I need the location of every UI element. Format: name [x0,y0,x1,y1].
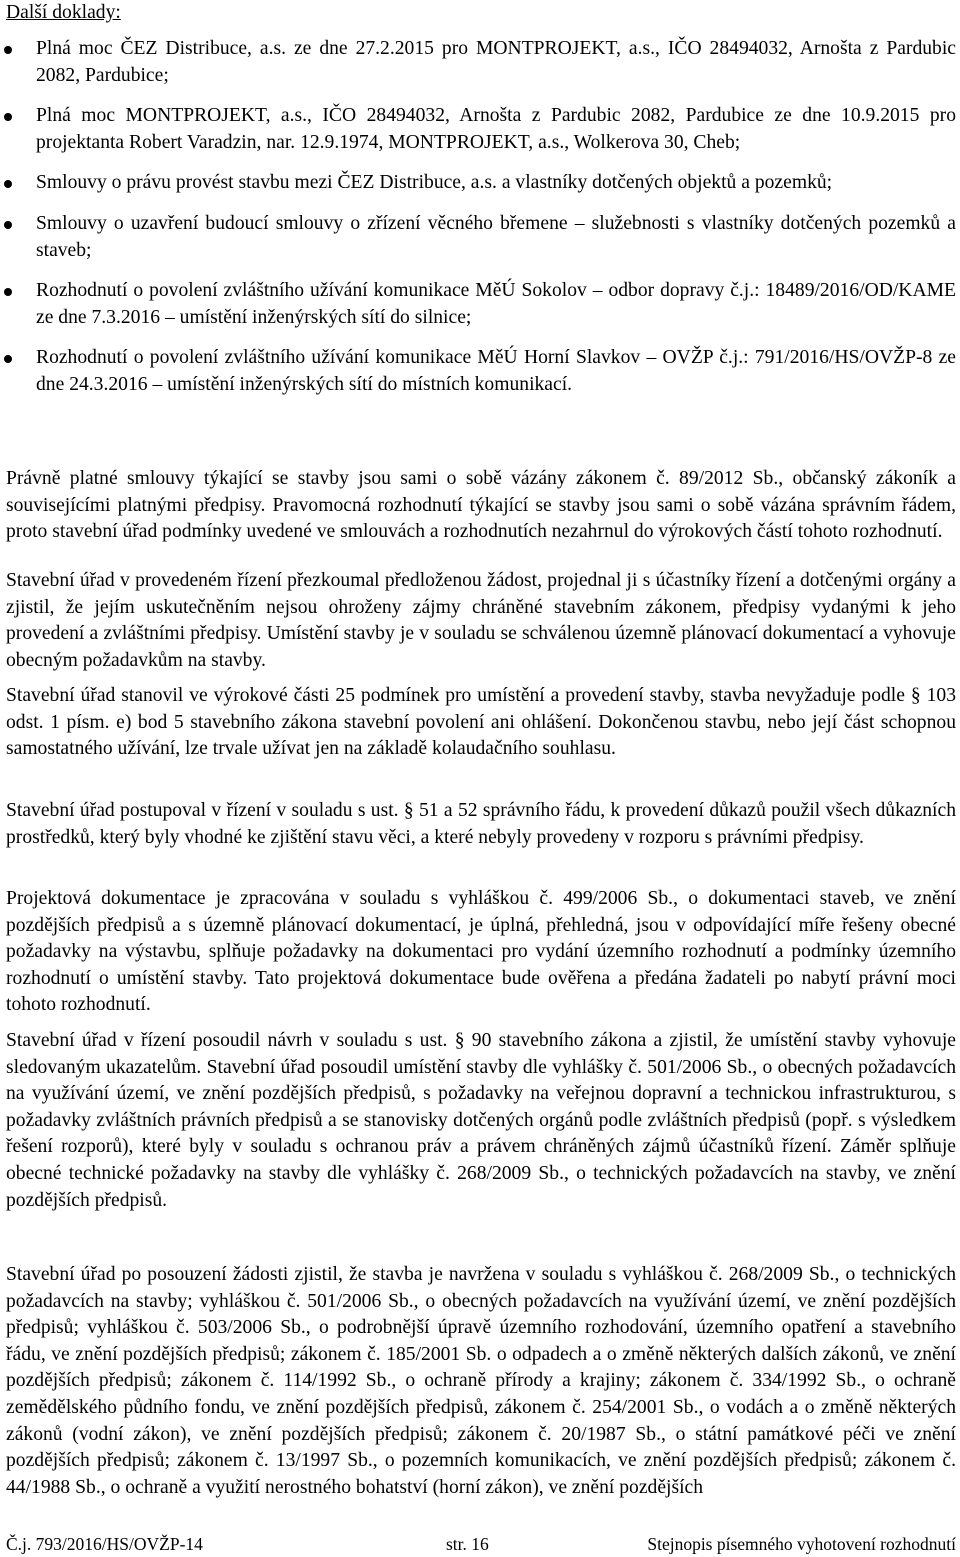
list-item [6,36,956,89]
paragraph-contracts: Právně platné smlouvy týkající se stavby jsou sami o sobě vázány zákonem č. 89/2012 Sb., občanský zákoník a souvisejícími platnými předpisy. Pravomocná rozhodnutí týkající se stavby jsou sami o sobě vázána správním řádem, proto stavební úřad podmínky uvedené ve smlouvách a rozhodnutích nezahrnul do výrokových částí tohoto rozhodnutí. [6,468,956,543]
list-item [6,170,956,197]
paragraph-assessment: Stavební úřad v řízení posoudil návrh v souladu s ust. § 90 stavebního zákona a zjistil, že umístění stavby vyhovuje sledovaným ukazatelům. Stavební úřad posoudil umístění stavby dle vyhlášky č. 501/2006 Sb., o obecných požadavcích na využívání území, ve znění pozdějších předpisů, s požadavky na veřejnou dopravní a technickou infrastrukturou, s požadavky zvláštních právních předpisů a se stanovisky dotčených orgánů podle zvláštních předpisů (popř. s výsledkem řešení rozporů), které byly v souladu s ochranou práv a právem chráněných zájmů účastníků řízení. Záměr splňuje obecné technické požadavky na stavby dle vyhlášky č. 268/2009 Sb., o technických požadavcích na stavby, ve znění pozdějších předpisů. [6,1030,956,1211]
documents-list [6,36,956,413]
bullet-icon [4,180,12,188]
bullet-icon [4,221,12,229]
list-item [6,211,956,264]
paragraph-procedure: Stavební úřad postupoval v řízení v souladu s ust. § 51 a 52 správního řádu, k provedení důkazů použil všech důkazních prostředků, který byly vhodné ke zjištění stavu věci, a které nebyly provedeny v rozporu s právními předpisy. [6,800,956,848]
bullet-icon [4,288,12,296]
footer-page-number: str. 16 [446,1534,489,1554]
list-item [6,103,956,156]
bullet-icon [4,46,12,54]
paragraph-compliance: Stavební úřad po posouzení žádosti zjistil, že stavba je navržena v souladu s vyhláškou č. 268/2009 Sb., o technických požadavcích na stavby; vyhláškou č. 501/2006 Sb., o obecných požadavcích na využívání území, ve znění pozdějších předpisů; vyhláškou č. 503/2006 Sb., o podrobnější úpravě územního rozhodování, územního opatření a stavebního řádu, ve znění pozdějších předpisů; zákonem č. 185/2001 Sb. o odpadech a o změně některých dalších zákonů, ve znění pozdějších předpisů; zákonem č. 114/1992 Sb., o ochraně přírody a krajiny; zákonem č. 334/1992 Sb., o ochraně zemědělského půdního fondu, ve znění pozdějších předpisů, zákonem č. 254/2001 Sb., o vodách a o změně některých zákonů (vodní zákon), ve znění pozdějších předpisů; zákonem č. 20/1987 Sb., o státní památkové péči ve znění pozdějších předpisů; zákonem č. 13/1997 Sb., o pozemních komunikacích, ve znění pozdějších předpisů; zákonem č. 44/1988 Sb., o ochraně a využití nerostného bohatství (horní zákon), ve znění pozdějších [6,1264,956,1498]
list-item-text: Plná moc MONTPROJEKT, a.s., IČO 28494032, Arnošta z Pardubic 2082, Pardubice ze dne 10.9.2015 pro projektanta Robert Varadzin, nar. 12.9.1974, MONTPROJEKT, a.s., Wolkerova 30, Cheb; [36,105,956,153]
footer-reference: Č.j. 793/2016/HS/OVŽP-14 [6,1534,203,1554]
paragraph-project-documentation: Projektová dokumentace je zpracována v souladu s vyhláškou č. 499/2006 Sb., o dokumentaci staveb, ve znění pozdějších předpisů a s územně plánovací dokumentací, je úplná, přehledná, jsou v odpovídající míře řešeny obecné požadavky na výstavbu, splňuje požadavky na dokumentaci pro vydání územního rozhodnutí a podmínky územního rozhodnutí o umístění stavby. Tato projektová dokumentace bude ověřena a předána žadateli po nabytí právní moci tohoto rozhodnutí. [6,888,956,1016]
list-item-text: Plná moc ČEZ Distribuce, a.s. ze dne 27.2.2015 pro MONTPROJEKT, a.s., IČO 28494032, Arnošta z Pardubic 2082, Pardubice; [36,38,956,86]
bullet-icon [4,113,12,121]
list-item-text: Rozhodnutí o povolení zvláštního užívání komunikace MěÚ Horní Slavkov – OVŽP č.j.: 791/2016/HS/OVŽP-8 ze dne 24.3.2016 – umístění inženýrských sítí do místních komunikací. [36,347,956,395]
bullet-icon [4,355,12,363]
list-item-text: Smlouvy o právu provést stavbu mezi ČEZ Distribuce, a.s. a vlastníky dotčených objektů a pozemků; [36,172,833,194]
paragraph-review: Stavební úřad v provedeném řízení přezkoumal předloženou žádost, projednal ji s účastníky řízení a dotčenými orgány a zjistil, že jejím uskutečněním nejsou ohroženy zájmy chráněné stavebním zákonem, předpisy vydanými k jeho provedení a zvláštními předpisy. Umístění stavby je v souladu se schválenou územně plánovací dokumentací a vyhovuje obecným požadavkům na stavby. [6,570,956,671]
paragraph-conditions: Stavební úřad stanovil ve výrokové části 25 podmínek pro umístění a provedení stavby, stavba nevyžaduje podle § 103 odst. 1 písm. e) bod 5 stavebního zákona stavební povolení ani ohlášení. Dokončenou stavbu, nebo její část schopnou samostatného užívání, lze trvale užívat jen na základě kolaudačního souhlasu. [6,685,956,760]
list-item-text: Rozhodnutí o povolení zvláštního užívání komunikace MěÚ Sokolov – odbor dopravy č.j.: 18489/2016/OD/KAME ze dne 7.3.2016 – umístění inženýrských sítí do silnice; [36,280,956,328]
list-item-text: Smlouvy o uzavření budoucí smlouvy o zřízení věcného břemene – služebnosti s vlastníky dotčených pozemků a staveb; [36,212,956,261]
list-item [6,278,956,331]
list-item [6,345,956,398]
footer-title: Stejnopis písemného vyhotovení rozhodnutí [647,1534,956,1554]
section-heading: Další doklady: [6,2,121,23]
page-footer [6,1533,956,1557]
